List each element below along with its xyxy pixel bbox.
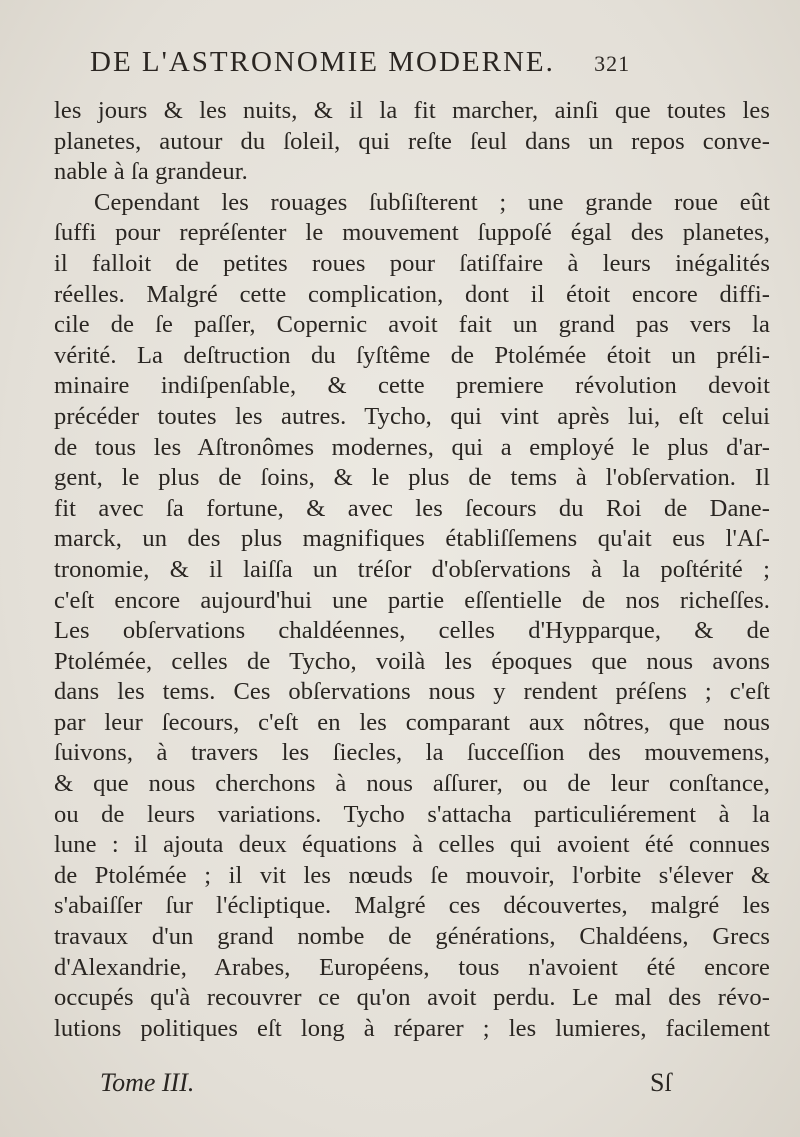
text-line: s'abaiſſer ſur l'écliptique. Malgré ces découvertes, malgré les bbox=[54, 892, 770, 920]
text-line: ou de leurs variations. Tycho s'attacha particuliérement à la bbox=[54, 800, 770, 828]
text-line: ſuffi pour repréſenter le mouvement ſuppoſé égal des planetes, bbox=[54, 219, 770, 247]
body-text bbox=[54, 96, 770, 1044]
text-line: précéder toutes les autres. Tycho, qui vint après lui, eſt celui bbox=[54, 402, 770, 430]
text-line: nable à ſa grandeur. bbox=[54, 158, 248, 186]
text-line: marck, un des plus magnifiques établiſſemens qu'ait eus l'Aſ- bbox=[54, 525, 770, 553]
text-line: de tous les Aſtronômes modernes, qui a employé le plus d'ar- bbox=[54, 433, 770, 461]
text-line: lutions politiques eſt long à réparer ; les lumieres, facilement bbox=[54, 1014, 770, 1042]
text-line: travaux d'un grand nombe de générations, Chaldéens, Grecs bbox=[54, 923, 770, 951]
text-line: ſuivons, à travers les ſiecles, la ſucceſſion des mouvemens, bbox=[54, 739, 770, 767]
text-line: réelles. Malgré cette complication, dont il étoit encore diffi- bbox=[54, 280, 770, 308]
text-line: Cependant les rouages ſubſiſterent ; une grande roue eût bbox=[94, 188, 770, 216]
text-line: planetes, autour du ſoleil, qui reſte ſeul dans un repos conve- bbox=[54, 127, 770, 155]
text-line: vérité. La deſtruction du ſyſtême de Ptolémée étoit un préli- bbox=[54, 341, 770, 369]
text-line: dans les tems. Ces obſervations nous y rendent préſens ; c'eſt bbox=[54, 678, 770, 706]
running-title: DE L'ASTRONOMIE MODERNE. bbox=[90, 46, 555, 78]
text-line: gent, le plus de ſoins, & le plus de tems à l'obſervation. Il bbox=[54, 464, 770, 492]
text-line: & que nous cherchons à nous aſſurer, ou de leur conſtance, bbox=[54, 770, 770, 798]
page-number: 321 bbox=[594, 51, 631, 76]
text-line: Ptolémée, celles de Tycho, voilà les époques que nous avons bbox=[54, 647, 770, 675]
text-line: tronomie, & il laiſſa un tréſor d'obſervations à la poſtérité ; bbox=[54, 555, 770, 583]
text-line: minaire indiſpenſable, & cette premiere révolution devoit bbox=[54, 372, 770, 400]
text-line: fit avec ſa fortune, & avec les ſecours du Roi de Dane- bbox=[54, 494, 770, 522]
page-footer bbox=[100, 1068, 740, 1098]
text-line: c'eſt encore aujourd'hui une partie eſſentielle de nos richeſſes. bbox=[54, 586, 770, 614]
text-line: cile de ſe paſſer, Copernic avoit fait un grand pas vers la bbox=[54, 311, 770, 339]
text-line: de Ptolémée ; il vit les nœuds ſe mouvoir, l'orbite s'élever & bbox=[54, 861, 770, 889]
text-line: occupés qu'à recouvrer ce qu'on avoit perdu. Le mal des révo- bbox=[54, 984, 770, 1012]
text-line: d'Alexandrie, Arabes, Européens, tous n'avoient été encore bbox=[54, 953, 770, 981]
text-line: par leur ſecours, c'eſt en les comparant aux nôtres, que nous bbox=[54, 708, 770, 736]
volume-label: Tome III. bbox=[100, 1068, 195, 1097]
running-header bbox=[90, 46, 790, 79]
text-line: Les obſervations chaldéennes, celles d'Hypparque, & de bbox=[54, 617, 770, 645]
text-line: lune : il ajouta deux équations à celles qui avoient été connues bbox=[54, 831, 770, 859]
signature-mark: Sſ bbox=[650, 1068, 672, 1097]
text-line: les jours & les nuits, & il la fit marcher, ainſi que toutes les bbox=[54, 97, 770, 124]
text-line: il falloit de petites roues pour ſatiſfaire à leurs inégalités bbox=[54, 249, 770, 277]
